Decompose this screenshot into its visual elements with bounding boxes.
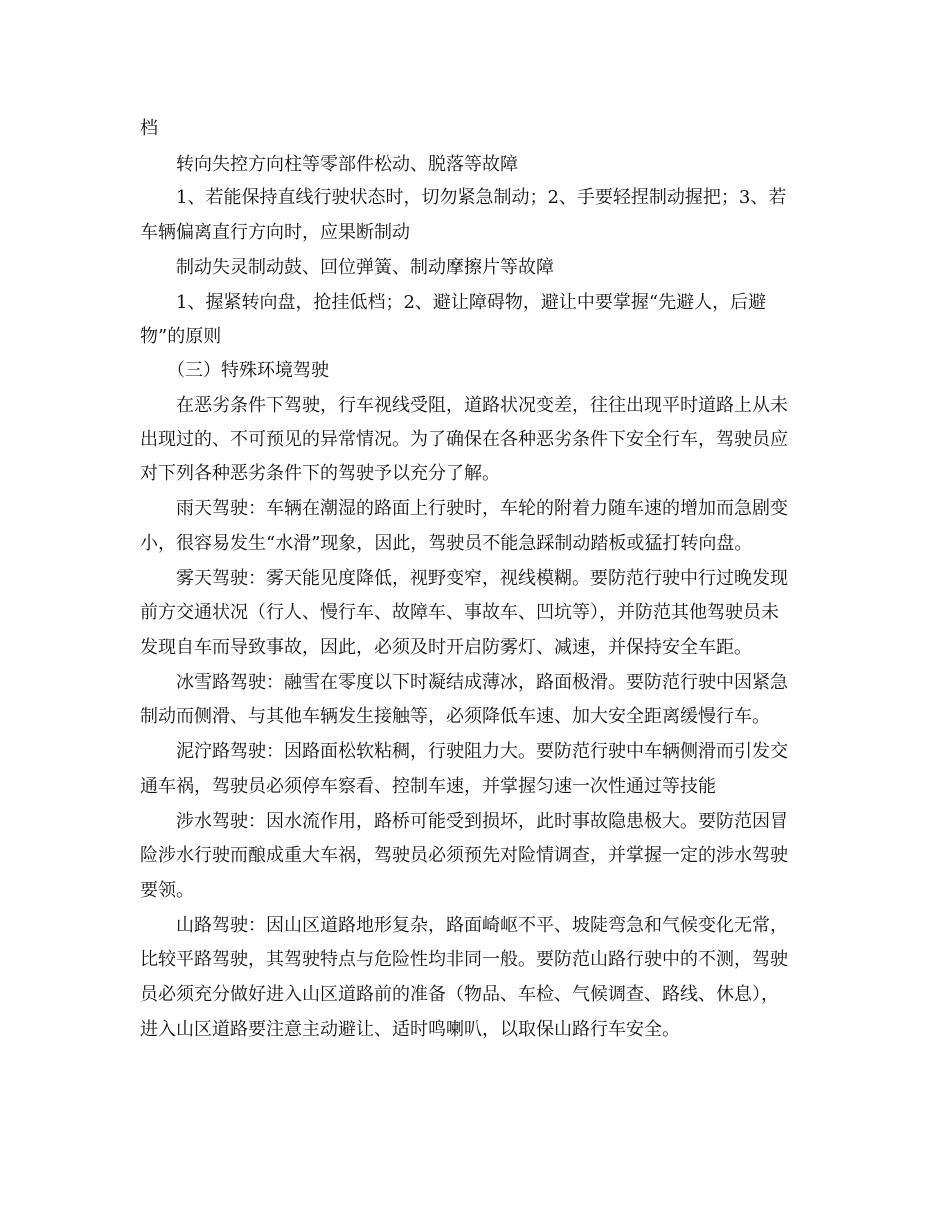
text-line: 雾天驾驶：雾天能见度降低，视野变窄，视线模糊。要防范行驶中行过晚发现 [176,568,788,589]
text-line: 发现自车而导致事故，因此，必须及时开启防雾灯、减速，并保持安全车距。 [140,637,752,658]
text-line: 冰雪路驾驶：融雪在零度以下时凝结成薄冰，路面极滑。要防范行驶中因紧急 [176,672,788,693]
text-line: 通车祸，驾驶员必须停车察看、控制车速，并掌握匀速一次性通过等技能 [140,776,716,797]
text-line: 出现过的、不可预见的异常情况。为了确保在各种恶劣条件下安全行车，驾驶员应 [140,429,788,450]
text-line: 雨天驾驶：车辆在潮湿的路面上行驶时，车轮的附着力随车速的增加而急剧变 [176,498,788,519]
text-line: 进入山区道路要注意主动避让、适时鸣喇叭，以取保山路行车安全。 [140,1019,680,1040]
text-line: 山路驾驶：因山区道路地形复杂，路面崎岖不平、坡陡弯急和气候变化无常， [176,915,788,936]
text-line: 物”的原则 [140,326,222,347]
text-line: 1、若能保持直线行驶状态时，切勿紧急制动；2、手要轻捏制动握把；3、若 [176,187,787,208]
paragraph-heading: 转向失控方向柱等零部件松动、脱落等故障 [176,154,518,175]
paragraph-heading: 制动失灵制动鼓、回位弹簧、制动摩擦片等故障 [176,257,554,278]
text-line: 车辆偏离直行方向时，应果断制动 [140,222,410,243]
text-line: 1、握紧转向盘，抢挂低档；2、避让障碍物，避让中要掌握“先避人，后避 [176,292,767,313]
text-line: 要领。 [140,880,194,901]
text-line: 比较平路驾驶，其驾驶特点与危险性均非同一般。要防范山路行驶中的不测，驾驶 [140,949,788,970]
text-line: 涉水驾驶：因水流作用，路桥可能受到损坏，此时事故隐患极大。要防范因冒 [176,811,788,832]
text-line: 档 [140,118,158,139]
text-line: 员必须充分做好进入山区道路前的准备（物品、车检、气候调查、路线、休息）， [140,984,779,1005]
text-line: 险涉水行驶而酿成重大车祸，驾驶员必须预先对险情调查，并掌握一定的涉水驾驶 [140,845,788,866]
text-line: 泥泞路驾驶：因路面松软粘稠，行驶阻力大。要防范行驶中车辆侧滑而引发交 [176,741,788,762]
text-line: 小，很容易发生“水滑”现象，因此，驾驶员不能急踩制动踏板或猛打转向盘。 [140,533,753,554]
text-line: 在恶劣条件下驾驶，行车视线受阻，道路状况变差，往往出现平时道路上从未 [176,395,788,416]
text-line: 前方交通状况（行人、慢行车、故障车、事故车、凹坑等），并防范其他驾驶员未 [140,602,779,623]
text-line: 制动而侧滑、与其他车辆发生接触等，必须降低车速、加大安全距离缓慢行车。 [140,706,770,727]
text-line: 对下列各种恶劣条件下的驾驶予以充分了解。 [140,463,500,484]
section-heading: （三）特殊环境驾驶 [167,360,329,381]
